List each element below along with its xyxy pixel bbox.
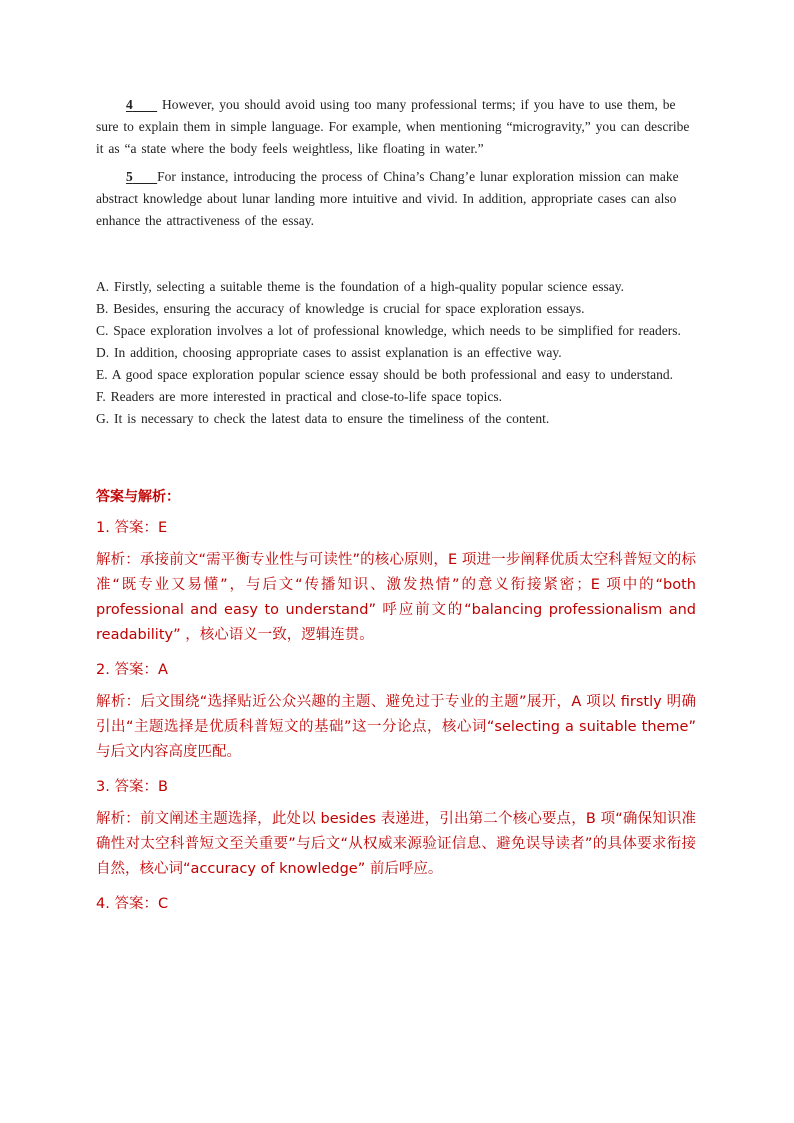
answer-heading: 答案与解析： [96,489,180,505]
passage-paragraph-5 [96,166,696,232]
option-a: A. Firstly, selecting a suitable theme is the foundation of a high-quality popular science essay. [96,279,624,294]
option-f: F. Readers are more interested in practical and close-to-life space topics. [96,389,503,404]
option-c: C. Space exploration involves a lot of professional knowledge, which needs to be simplified for readers. [96,323,681,338]
explanation-2: 解析：后文围绕“选择贴近公众兴趣的主题、避免过于专业的主题”展开，A 项以 firstly 明确引出“主题选择是优质科普短文的基础”这一分论点，核心词“selecting a suitable theme” 与后文内容高度匹配。 [96,694,696,760]
option-e: E. A good space exploration popular science essay should be both professional and easy to understand. [96,367,673,382]
blank-5 [111,166,157,188]
options-list [96,276,696,430]
answer-3: 3. 答案：B [96,779,168,795]
option-g: G. It is necessary to check the latest data to ensure the timeliness of the content. [96,411,550,426]
document-page [96,94,696,924]
explanation-1: 解析：承接前文“需平衡专业性与可读性”的核心原则，E 项进一步阐释优质太空科普短文的标准“既专业又易懂”，与后文“传播知识、激发热情”的意义衔接紧密；E 项中的“both professional and easy to understand” 呼应前文的“balancing professionalism and readability” ，核心语义一致，逻辑连贯。 [96,552,696,643]
blank-number: 5 [126,169,133,184]
answer-1: 1. 答案：E [96,520,168,536]
blank-4 [111,94,157,116]
option-d: D. In addition, choosing appropriate cases to assist explanation is an effective way. [96,345,562,360]
answer-2: 2. 答案：A [96,662,168,678]
passage-paragraph-4 [96,94,696,160]
explanation-3: 解析：前文阐述主题选择，此处以 besides 表递进，引出第二个核心要点，B 项“确保知识准确性对太空科普短文至关重要”与后文“从权威来源验证信息、避免误导读者”的具体要求衔接自然，核心词“accuracy of knowledge” 前后呼应。 [96,811,696,877]
paragraph-text: For instance, introducing the process of China’s Chang’e lunar exploration mission can make abstract knowledge about lunar landing more intuitive and vivid. In addition, appropriate cases can also enhance the attractiveness of the essay. [96,169,679,228]
blank-number: 4 [126,97,133,112]
option-b: B. Besides, ensuring the accuracy of knowledge is crucial for space exploration essays. [96,301,585,316]
paragraph-text: However, you should avoid using too many professional terms; if you have to use them, be sure to explain them in simple language. For example, when mentioning “microgravity,” you can describe it as “a state where the body feels weightless, like floating in water.” [96,97,690,156]
answer-4: 4. 答案：C [96,896,169,912]
answer-section [96,486,696,916]
